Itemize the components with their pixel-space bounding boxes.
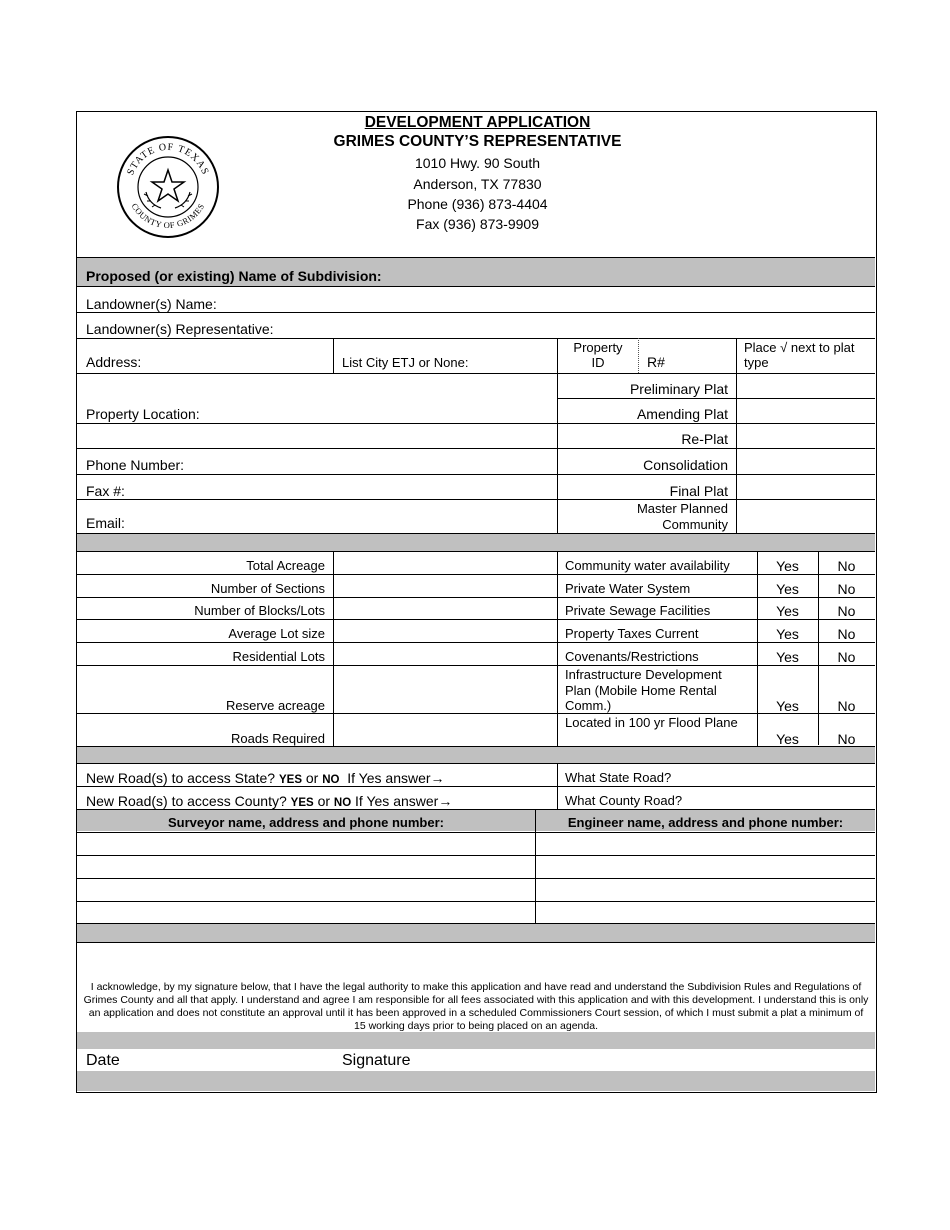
no-option[interactable]: No	[837, 581, 856, 597]
plat-type-replat: Re-Plat	[681, 431, 728, 447]
yes-option[interactable]: Yes	[776, 558, 799, 574]
date-field[interactable]	[127, 1049, 327, 1071]
or-text: or	[317, 793, 331, 809]
property-id-label: Property ID	[573, 340, 623, 370]
date-label: Date	[86, 1052, 120, 1069]
community-water-label: Community water availability	[565, 558, 730, 573]
plat-type-master-planned: Master Planned Community	[636, 501, 728, 532]
yes-option[interactable]: Yes	[776, 731, 799, 747]
section-separator	[77, 534, 875, 551]
county-road-prefix: New Road(s) to access County?	[86, 793, 287, 809]
or-text: or	[305, 770, 319, 786]
state-road-question	[86, 771, 445, 787]
office-address-line2: Anderson, TX 77830	[413, 176, 542, 192]
landowner-name-label: Landowner(s) Name:	[86, 296, 217, 312]
private-water-system-label: Private Water System	[565, 581, 691, 596]
city-etj-label: List City ETJ or None:	[342, 355, 469, 370]
reserve-acreage-label: Reserve acreage	[226, 698, 325, 713]
address-label: Address:	[86, 354, 142, 370]
private-sewage-label: Private Sewage Facilities	[565, 603, 711, 618]
signature-field[interactable]	[417, 1049, 857, 1071]
section-separator	[77, 747, 875, 763]
number-of-sections-label: Number of Sections	[210, 581, 325, 596]
flood-plane-label: Located in 100 yr Flood Plane	[565, 715, 738, 730]
no-option[interactable]: No	[837, 698, 856, 714]
county-road-question	[86, 794, 452, 810]
yes-option[interactable]: Yes	[776, 581, 799, 597]
surveyor-header: Surveyor name, address and phone number:	[168, 815, 444, 830]
plat-type-amending: Amending Plat	[636, 406, 728, 422]
development-application-form	[76, 111, 877, 1093]
no-option[interactable]: No	[837, 626, 856, 642]
engineer-info-field[interactable]	[536, 833, 875, 923]
surveyor-info-field[interactable]	[77, 833, 535, 923]
average-lot-size-label: Average Lot size	[228, 626, 325, 641]
state-road-prefix: New Road(s) to access State?	[86, 770, 276, 786]
yes-option[interactable]: Yes	[776, 603, 799, 619]
covenants-label: Covenants/Restrictions	[565, 649, 699, 664]
yes-choice[interactable]: YES	[278, 774, 302, 786]
page-subtitle: GRIMES COUNTY’S REPRESENTATIVE	[333, 133, 622, 150]
total-acreage-label: Total Acreage	[246, 558, 325, 573]
email-label: Email:	[86, 515, 125, 531]
property-location-label: Property Location:	[86, 406, 200, 422]
yes-option[interactable]: Yes	[776, 626, 799, 642]
number-of-blocks-lots-label: Number of Blocks/Lots	[194, 603, 325, 618]
yes-option[interactable]: Yes	[776, 698, 799, 714]
r-number-label: R#	[647, 354, 665, 370]
section-separator	[77, 1032, 875, 1049]
yes-option[interactable]: Yes	[776, 649, 799, 665]
no-option[interactable]: No	[837, 603, 856, 619]
office-fax: Fax (936) 873-9909	[416, 216, 539, 232]
fax-number-label: Fax #:	[86, 483, 125, 499]
roads-required-label: Roads Required	[231, 731, 325, 746]
office-address-line1: 1010 Hwy. 90 South	[414, 155, 541, 171]
section-separator	[77, 924, 875, 942]
acknowledgment-text: I acknowledge, by my signature below, that I have the legal authority to make this application and have read and understand the Subdivision Rules and Regulations of Grimes County and all that apply. I understand and agree I am responsible for all fees associated with this application and with this development. I understand this is only an application and does not constitute an approval until it has been approved in a scheduled Commissioners Court session, of which I must submit a plat a minimum of 15 working days prior to being placed on an agenda.	[83, 981, 869, 1033]
answer-suffix: If Yes answer→	[355, 793, 453, 809]
plat-type-preliminary: Preliminary Plat	[629, 381, 728, 397]
no-option[interactable]: No	[837, 731, 856, 747]
subdivision-name-label: Proposed (or existing) Name of Subdivision:	[86, 268, 382, 284]
no-choice[interactable]: NO	[333, 797, 352, 809]
section-separator	[77, 1071, 875, 1091]
what-state-road-label: What State Road?	[565, 770, 672, 785]
residential-lots-label: Residential Lots	[232, 649, 325, 664]
engineer-header: Engineer name, address and phone number:	[567, 815, 844, 830]
infrastructure-plan-label: Infrastructure Development Plan (Mobile Home Rental Comm.)	[565, 667, 722, 714]
phone-number-label: Phone Number:	[86, 457, 185, 473]
no-option[interactable]: No	[837, 558, 856, 574]
answer-suffix: If Yes answer→	[347, 770, 445, 786]
landowner-representative-label: Landowner(s) Representative:	[86, 321, 274, 337]
no-option[interactable]: No	[837, 649, 856, 665]
office-phone: Phone (936) 873-4404	[407, 196, 548, 212]
no-choice[interactable]: NO	[322, 774, 340, 786]
seal-bottom-text: COUNTY OF GRIMES	[129, 201, 207, 231]
yes-choice[interactable]: YES	[290, 797, 314, 809]
signature-label: Signature	[342, 1052, 411, 1069]
plat-type-instruction: Place √ next to plat type	[744, 340, 855, 370]
what-county-road-label: What County Road?	[565, 793, 683, 808]
property-taxes-label: Property Taxes Current	[565, 626, 699, 641]
plat-type-final: Final Plat	[669, 483, 728, 499]
page-title: DEVELOPMENT APPLICATION	[364, 114, 591, 131]
plat-type-consolidation: Consolidation	[643, 457, 728, 473]
seal-top-text: STATE OF TEXAS	[125, 141, 211, 177]
